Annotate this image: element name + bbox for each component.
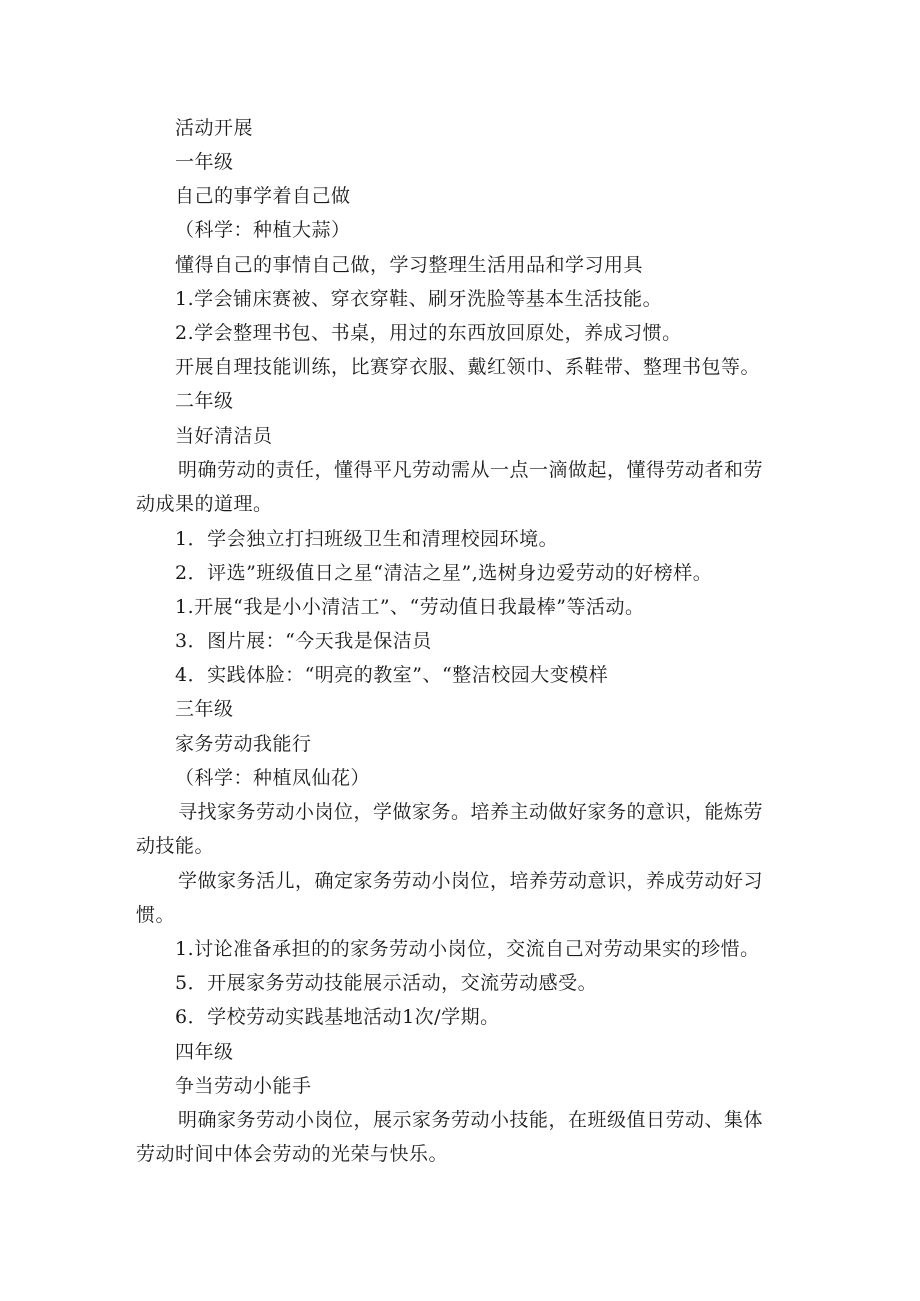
grade-3-item-2: 5．开展家务劳动技能展示活动，交流劳动感受。: [175, 972, 598, 994]
grade-3-item-3: 6．学校劳动实践基地活动1次/学期。: [175, 1006, 500, 1028]
grade-2-heading: 二年级: [175, 390, 234, 412]
grade-4-goal-line-2: 劳动时间中体会劳动的光荣与快乐。: [136, 1143, 449, 1165]
grade-1-goal: 懂得自己的事情自己做，学习整理生活用品和学习用具: [175, 254, 644, 276]
grade-3-item-1: 1.讨论准备承担的的家务劳动小岗位，交流自己对劳动果实的珍惜。: [175, 938, 760, 960]
grade-1-heading: 一年级: [175, 151, 234, 173]
grade-1-theme: 自己的事学着自己做: [175, 185, 351, 207]
grade-3-goal-line-2: 动技能。: [136, 835, 215, 857]
grade-1-science: （科学：种植大蒜）: [175, 219, 351, 241]
grade-2-item-1: 1．学会独立打扫班级卫生和清理校园环境。: [175, 528, 559, 550]
grade-4-goal-line-1: 明确家务劳动小岗位，展示家务劳动小技能，在班级值日劳动、集体: [178, 1109, 764, 1131]
grade-1-activity: 开展自理技能训练，比赛穿衣服、戴红领巾、系鞋带、整理书包等。: [175, 356, 761, 378]
grade-2-item-4: 3．图片展：“今天我是保洁员: [175, 630, 432, 652]
grade-2-item-3: 1.开展“我是小小清洁工”、“劳动值日我最棒”等活动。: [175, 596, 645, 618]
grade-1-item-1: 1.学会铺床赛被、穿衣穿鞋、刷牙洗脸等基本生活技能。: [175, 288, 663, 310]
grade-2-goal-line-2: 动成果的道理。: [136, 493, 273, 515]
grade-2-item-2: 2．评选”班级值日之星“清洁之星”,选树身边爱劳动的好榜样。: [175, 562, 713, 584]
grade-4-heading: 四年级: [175, 1041, 234, 1063]
grade-3-activity-line-1: 学做家务活儿，确定家务劳动小岗位，培养劳动意识，养成劳动好习: [178, 870, 764, 892]
grade-2-theme: 当好清洁员: [175, 425, 273, 447]
grade-2-item-5: 4．实践体脸：“明亮的教室”、“整洁校园大变模样: [175, 664, 609, 686]
grade-4-theme: 争当劳动小能手: [175, 1075, 312, 1097]
grade-3-activity-line-2: 惯。: [136, 904, 176, 926]
heading-activity: 活动开展: [175, 117, 254, 139]
grade-3-goal-line-1: 寻找家务劳动小岗位，学做家务。培养主动做好家务的意识，能炼劳: [178, 801, 764, 823]
grade-3-science: （科学：种植凤仙花）: [175, 767, 371, 789]
grade-1-item-2: 2.学会整理书包、书桌，用过的东西放回原处，养成习惯。: [175, 322, 682, 344]
grade-3-theme: 家务劳动我能行: [175, 733, 312, 755]
grade-3-heading: 三年级: [175, 698, 234, 720]
grade-2-goal-line-1: 明确劳动的责任，懂得平凡劳动需从一点一滴做起，懂得劳动者和劳: [178, 459, 764, 481]
